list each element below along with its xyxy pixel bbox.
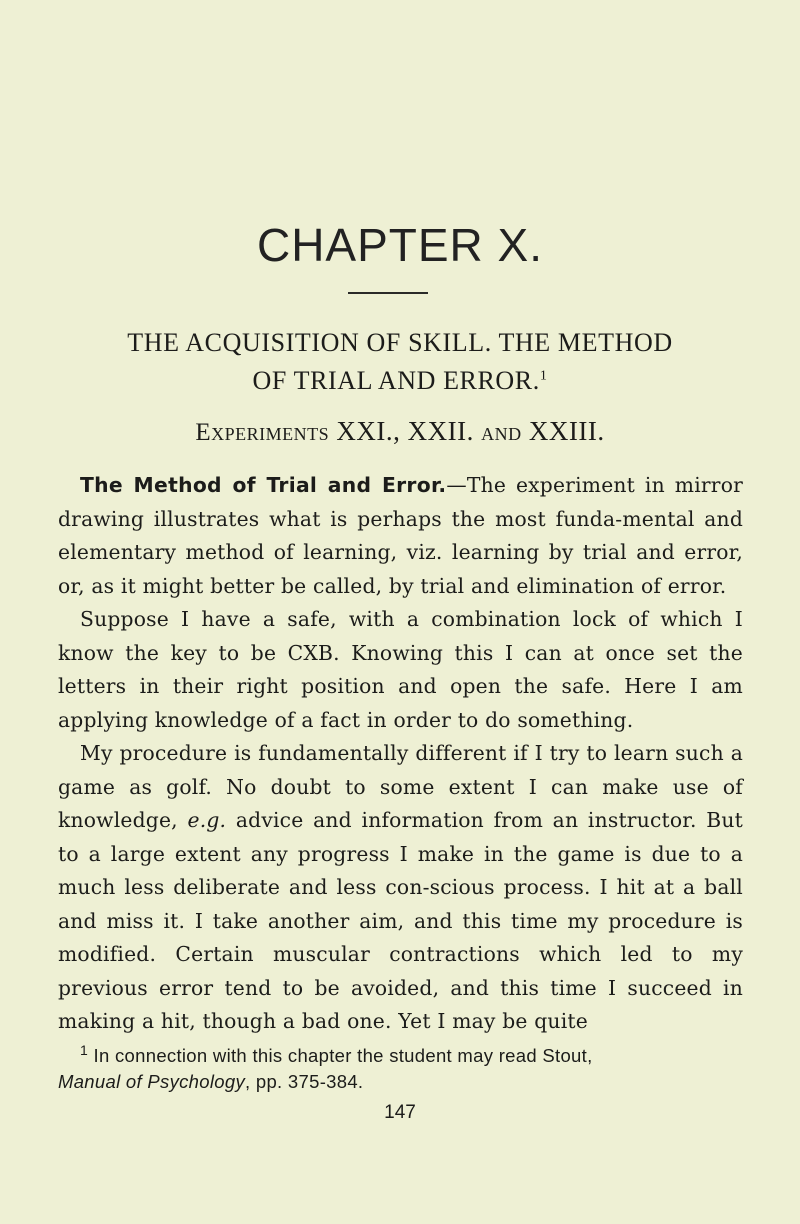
paragraph-3-eg: e.g. [187, 808, 227, 832]
footnote-text: In connection with this chapter the student may read Stout, [88, 1045, 593, 1066]
chapter-title-line-1: THE ACQUISITION OF SKILL. THE METHOD [127, 328, 673, 357]
paragraph-3 [58, 737, 743, 1039]
heading-divider [348, 292, 428, 294]
footnote-book-title: Manual of Psychology [58, 1071, 245, 1092]
paragraph-3-text-a: My procedure is fundamentally different if I try to learn such a game as golf. No doubt to some extent I can make use of knowledge, [58, 741, 743, 832]
page-number: 147 [384, 1102, 416, 1123]
chapter-heading: CHAPTER X. [256, 219, 544, 271]
paragraph-1-text: —The experiment in mirror drawing illustrates what is perhaps the most funda-mental and elementary method of learning, viz. learning by trial and error, or, as it might better be called, by trial and elimination of error. [58, 473, 743, 598]
section-lead-heading: The Method of Trial and Error. [80, 473, 447, 497]
paragraph-2: Suppose I have a safe, with a combination lock of which I know the key to be CXB. Knowing this I can at once set the letters in their right position and open the safe. Here I am applying knowledge of a fact in order to do something. [58, 607, 743, 732]
paragraph-3-text-b: advice and information from an instructor. But to a large extent any progress I make in the game is due to a much less deliberate and less con-scious process. I hit at a ball and miss it. I take another aim, and this time my procedure is modified. Certain muscular contractions which led to my previous error tend to be avoided, and this time I succeed in making a hit, though a bad one. Yet I may be quite [58, 808, 743, 1033]
footnote-line [58, 1043, 743, 1069]
experiments-subheading [0, 416, 800, 447]
footnote [58, 1043, 743, 1095]
chapter-title [70, 324, 730, 400]
chapter-title-line-2: OF TRIAL AND ERROR. [252, 366, 540, 395]
experiments-label: Experiments [195, 419, 330, 446]
experiments-numbers: XXI., XXII. [329, 416, 482, 446]
footnote-reference: 1 [539, 368, 548, 384]
paragraph-1 [58, 469, 743, 603]
experiments-and: and [481, 419, 522, 446]
footnote-marker: 1 [80, 1041, 89, 1058]
body-text [58, 469, 743, 1039]
experiments-last: XXIII. [521, 416, 605, 446]
footnote-pages: , pp. 375-384. [245, 1071, 364, 1092]
